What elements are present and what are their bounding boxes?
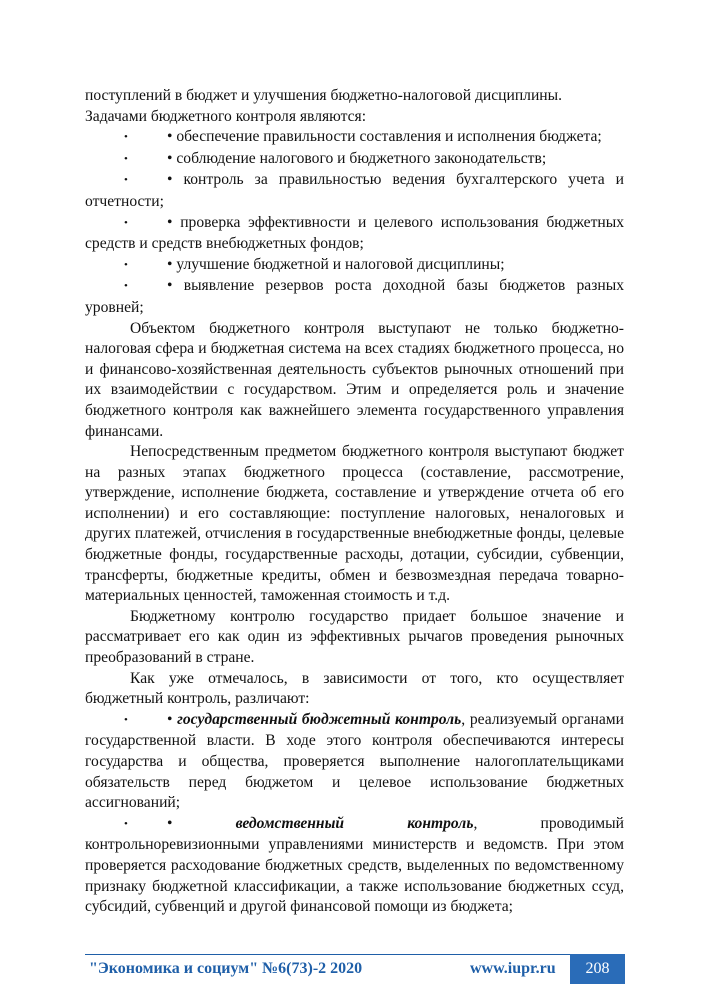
bullet-icon [124, 149, 161, 171]
list-item: •• контроль за правильностью ведения бухгалтерского учета и отчетности; [85, 170, 624, 212]
list-item: •• ведомственный контроль, проводимый контрольноревизионными управлениями министерств и ведомств. При этом проверяется расходование бюджетных средств, выделенных по ведомственному признаку бюджетной классификации, а также использование бюджетных ссуд, субсидий, субвенций и другой финансовой помощи из бюджета; [85, 814, 624, 918]
term: государственный бюджетный контроль [177, 710, 462, 728]
bullet-icon [124, 814, 161, 836]
bullet-icon [124, 255, 161, 277]
page-body [85, 86, 624, 918]
list-item: •• выявление резервов роста доходной базы бюджетов разных уровней; [85, 276, 624, 318]
bullet-icon [124, 170, 161, 192]
paragraph: Непосредственным предметом бюджетного контроля выступают бюджет на разных этапах бюджетного процесса (составление, рассмотрение, утверждение, исполнение бюджета, составление и утверждение отчета об его исполнении) и его составляющие: поступление налоговых, неналоговых и других платежей, отчисления в государственные внебюджетные фонды, целевые бюджетные фонды, государственные расходы, дотации, субсидии, субвенции, трансферты, бюджетные кредиты, обмен и безвозмездная передача товарно-материальных ценностей, таможенная стоимость и т.д. [85, 443, 624, 605]
footer-divider [85, 954, 625, 955]
paragraph: Бюджетному контролю государство придает большое значение и рассматривает его как один из эффективных рычагов проведения рыночных преобразований в стране. [85, 607, 624, 667]
list-item: •• государственный бюджетный контроль, реализуемый органами государственной власти. В ходе этого контроля обеспечиваются интересы государства и общества, проверяется выполнение налогоплательщиками обязательств перед бюджетом и целевое использование бюджетных ассигнований; [85, 710, 624, 814]
bullet-icon [124, 213, 161, 235]
list-item: •• проверка эффективности и целевого использования бюджетных средств и средств внебюджетных фондов; [85, 213, 624, 255]
paragraph: Объектом бюджетного контроля выступают не только бюджетно-налоговая сфера и бюджетная система на всех стадиях бюджетного процесса, но и финансово-хозяйственная деятельность субъектов рыночных отношений при их взаимодействии с государством. Этим и определяется роль и значение бюджетного контроля как важнейшего элемента государственного управления финансами. [85, 319, 624, 440]
bullet-icon [124, 710, 161, 732]
journal-title: "Экономика и социум" №6(73)-2 2020 [89, 960, 363, 977]
list-item: •• улучшение бюджетной и налоговой дисциплины; [85, 255, 624, 277]
bullet-icon [124, 127, 161, 149]
list-item: •• обеспечение правильности составления и исполнения бюджета; [85, 127, 624, 149]
paragraph: Задачами бюджетного контроля являются: [85, 107, 367, 125]
list-item: •• соблюдение налогового и бюджетного законодательств; [85, 149, 624, 171]
bullet-icon [124, 276, 161, 298]
paragraph: Как уже отмечалось, в зависимости от того, кто осуществляет бюджетный контроль, различают: [85, 669, 624, 708]
page-number: 208 [570, 954, 625, 984]
website-link[interactable]: www.iupr.ru [470, 960, 556, 977]
page-footer [85, 954, 625, 984]
paragraph: поступлений в бюджет и улучшения бюджетно-налоговой дисциплины. [85, 87, 563, 104]
term: ведомственный контроль [235, 814, 474, 832]
